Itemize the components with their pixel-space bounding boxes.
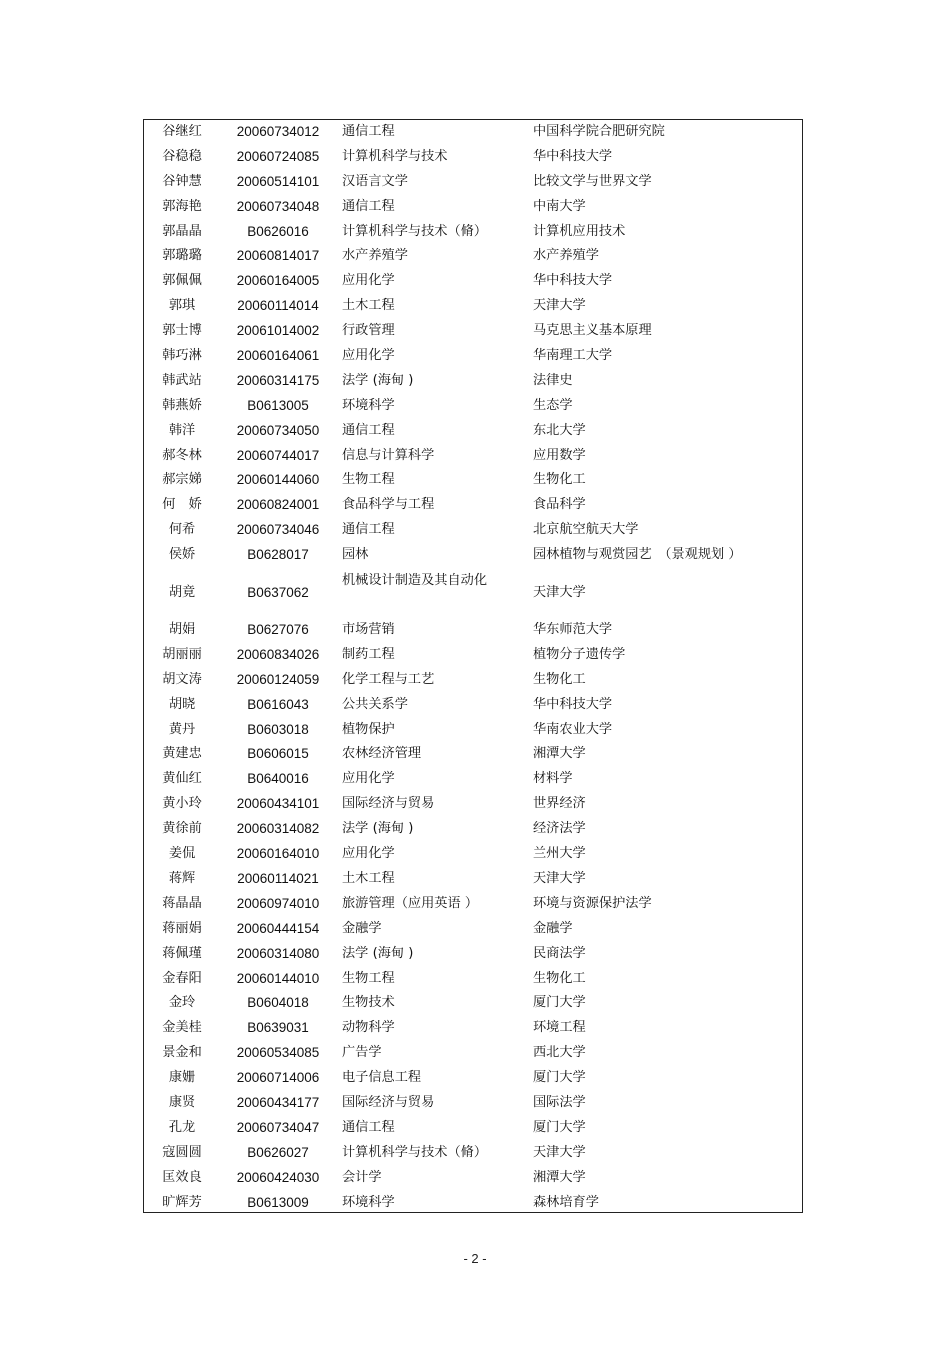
table-row xyxy=(144,693,802,718)
admitted-destination: 天津大学 xyxy=(533,870,586,886)
table-row xyxy=(144,195,802,220)
student-id: 20060834026 xyxy=(236,646,320,662)
table-row xyxy=(144,1066,802,1091)
student-id: B0603018 xyxy=(247,721,309,737)
student-id: 20060814017 xyxy=(236,248,320,264)
undergrad-major: 国际经济与贸易 xyxy=(342,1094,435,1110)
admitted-destination: 中国科学院合肥研究院 xyxy=(533,124,665,139)
student-id: 20060434177 xyxy=(236,1094,320,1110)
undergrad-major: 通信工程 xyxy=(342,124,395,139)
admitted-destination: 水产养殖学 xyxy=(533,248,599,264)
undergrad-major: 环境科学 xyxy=(342,397,395,413)
undergrad-major: 生物工程 xyxy=(342,970,395,986)
undergrad-major: 法学 (海甸 ) xyxy=(342,821,414,837)
table-row xyxy=(144,369,802,394)
undergrad-major: 计算机科学与技术（脩） xyxy=(342,223,488,239)
admitted-destination: 天津大学 xyxy=(533,1144,586,1160)
admitted-destination: 计算机应用技术 xyxy=(533,223,626,239)
student-id: 20060724085 xyxy=(236,148,320,164)
table-row xyxy=(144,967,802,992)
student-id: 20060114021 xyxy=(237,870,319,886)
admitted-destination: 华中科技大学 xyxy=(533,273,613,289)
student-name: 胡娟 xyxy=(168,622,196,638)
table-body xyxy=(144,120,802,1213)
undergrad-major: 生物工程 xyxy=(342,472,395,488)
student-name: 郭士博 xyxy=(162,323,202,339)
undergrad-major: 农林经济管理 xyxy=(342,746,422,762)
student-id: B0616043 xyxy=(247,696,309,712)
admitted-destination: 生物化工 xyxy=(533,671,586,687)
admitted-destination: 民商法学 xyxy=(533,945,586,961)
student-name: 韩洋 xyxy=(168,422,196,438)
student-name: 何 娇 xyxy=(162,497,202,513)
admitted-destination: 食品科学 xyxy=(533,497,586,513)
table-row xyxy=(144,668,802,693)
admitted-destination: 法律史 xyxy=(533,372,573,388)
admitted-destination: 厦门大学 xyxy=(533,995,586,1011)
admitted-destination: 华中科技大学 xyxy=(533,696,613,712)
undergrad-major: 化学工程与工艺 xyxy=(342,671,435,687)
undergrad-major: 计算机科学与技术（脩） xyxy=(342,1144,488,1160)
table-row xyxy=(144,269,802,294)
table-row xyxy=(144,419,802,444)
table-row xyxy=(144,120,802,145)
student-id: 20060444154 xyxy=(236,920,320,936)
student-id: 20060734046 xyxy=(236,522,320,538)
student-id: B0628017 xyxy=(247,547,309,563)
admitted-destination: 兰州大学 xyxy=(533,846,586,862)
student-name: 郝宗娣 xyxy=(162,472,202,488)
admitted-destination: 厦门大学 xyxy=(533,1119,586,1135)
table-row xyxy=(144,1141,802,1166)
student-name: 寇圆圆 xyxy=(162,1144,202,1160)
student-name: 郭海艳 xyxy=(162,198,202,214)
student-name: 胡文涛 xyxy=(162,671,202,687)
undergrad-major: 通信工程 xyxy=(342,422,395,438)
student-id: B0627076 xyxy=(247,622,309,638)
admitted-destination: 生物化工 xyxy=(533,970,586,986)
student-name: 谷钟慧 xyxy=(162,173,202,189)
table-row xyxy=(144,1191,802,1213)
admitted-destination: 华中科技大学 xyxy=(533,148,613,164)
student-id: 20060164005 xyxy=(236,273,320,289)
student-name: 谷稳稳 xyxy=(162,148,202,164)
student-name: 胡丽丽 xyxy=(162,646,202,662)
admitted-destination: 比较文学与世界文学 xyxy=(533,173,652,189)
undergrad-major: 公共关系学 xyxy=(342,696,408,712)
table-row xyxy=(144,1091,802,1116)
student-id: 20060424030 xyxy=(236,1169,320,1185)
student-name: 康贤 xyxy=(168,1094,196,1110)
admitted-destination: 东北大学 xyxy=(533,422,586,438)
student-name: 孔龙 xyxy=(168,1119,196,1135)
undergrad-major: 应用化学 xyxy=(342,846,395,862)
student-name: 韩燕娇 xyxy=(162,397,202,413)
admitted-destination: 华南理工大学 xyxy=(533,348,613,364)
student-name: 韩武站 xyxy=(162,372,202,388)
student-id: B0613005 xyxy=(247,397,309,413)
table-row xyxy=(144,1041,802,1066)
table-row xyxy=(144,1166,802,1191)
student-id: 20060164061 xyxy=(236,348,320,364)
undergrad-major: 动物科学 xyxy=(342,1020,395,1036)
undergrad-major: 广告学 xyxy=(342,1045,382,1061)
undergrad-major: 行政管理 xyxy=(342,323,395,339)
student-name: 金玲 xyxy=(168,995,196,1011)
admitted-destination: 华南农业大学 xyxy=(533,721,613,737)
table-row xyxy=(144,170,802,195)
undergrad-major: 会计学 xyxy=(342,1169,382,1185)
table-row xyxy=(144,220,802,245)
undergrad-major: 植物保护 xyxy=(342,721,395,737)
student-id: 20060734048 xyxy=(236,198,320,214)
admitted-destination: 中南大学 xyxy=(533,198,586,214)
undergrad-major: 制药工程 xyxy=(342,646,395,662)
admitted-destination: 国际法学 xyxy=(533,1094,586,1110)
student-name: 康姗 xyxy=(168,1070,196,1086)
admitted-destination: 园林植物与观赏园艺 （景观规划 ） xyxy=(533,547,742,563)
student-name: 郭佩佩 xyxy=(162,273,202,289)
student-id: B0604018 xyxy=(247,995,309,1011)
undergrad-major: 旅游管理（应用英语 ） xyxy=(342,895,479,911)
student-name: 黄徐前 xyxy=(162,821,202,837)
table-row xyxy=(144,718,802,743)
student-name: 谷继红 xyxy=(162,124,202,139)
table-row xyxy=(144,294,802,319)
undergrad-major: 环境科学 xyxy=(342,1194,395,1210)
undergrad-major: 信息与计算科学 xyxy=(342,447,435,463)
student-name: 金春阳 xyxy=(162,970,202,986)
table-row xyxy=(144,145,802,170)
student-name: 景金和 xyxy=(162,1045,202,1061)
student-name: 郭璐璐 xyxy=(162,248,202,264)
table-row xyxy=(144,867,802,892)
student-id: 20060144060 xyxy=(236,472,320,488)
table-row xyxy=(144,817,802,842)
student-name: 黄小玲 xyxy=(162,796,202,812)
student-name: 郝冬林 xyxy=(162,447,202,463)
student-name: 黄建忠 xyxy=(162,746,202,762)
table-row xyxy=(144,468,802,493)
student-id: 20060434101 xyxy=(236,796,320,812)
student-table xyxy=(143,119,803,1213)
student-id: 20060734050 xyxy=(236,422,320,438)
table-row xyxy=(144,344,802,369)
admitted-destination: 植物分子遗传学 xyxy=(533,646,626,662)
undergrad-major: 计算机科学与技术 xyxy=(342,148,448,164)
table-row xyxy=(144,892,802,917)
student-id: 20060314080 xyxy=(236,945,320,961)
table-row xyxy=(144,1016,802,1041)
student-id: 20060974010 xyxy=(236,895,320,911)
student-name: 蒋丽娟 xyxy=(162,920,202,936)
table-row xyxy=(144,493,802,518)
admitted-destination: 生物化工 xyxy=(533,472,586,488)
student-id: 20060124059 xyxy=(236,671,320,687)
student-id: 20060164010 xyxy=(236,846,320,862)
student-name: 金美桂 xyxy=(162,1020,202,1036)
student-id: 20060824001 xyxy=(236,497,320,513)
undergrad-major: 应用化学 xyxy=(342,771,395,787)
admitted-destination: 厦门大学 xyxy=(533,1070,586,1086)
undergrad-major: 园林 xyxy=(342,547,369,563)
table-row xyxy=(144,792,802,817)
undergrad-major: 通信工程 xyxy=(342,522,395,538)
student-id: 20060114014 xyxy=(237,298,319,314)
student-id: 20061014002 xyxy=(236,323,320,339)
admitted-destination: 湘潭大学 xyxy=(533,1169,586,1185)
undergrad-major: 通信工程 xyxy=(342,198,395,214)
admitted-destination: 生态学 xyxy=(533,397,573,413)
student-name: 郭琪 xyxy=(168,298,196,314)
page-number: - 2 - xyxy=(463,1251,487,1266)
undergrad-major: 市场营销 xyxy=(342,622,395,638)
admitted-destination: 森林培育学 xyxy=(533,1194,599,1210)
student-id: 20060714006 xyxy=(236,1070,320,1086)
student-id: 20060744017 xyxy=(236,447,320,463)
student-name: 郭晶晶 xyxy=(162,223,202,239)
student-id: B0626016 xyxy=(247,223,309,239)
student-id: B0626027 xyxy=(247,1144,309,1160)
student-name: 胡竟 xyxy=(168,585,196,601)
table-row xyxy=(144,394,802,419)
admitted-destination: 马克思主义基本原理 xyxy=(533,323,652,339)
student-id: B0639031 xyxy=(247,1020,309,1036)
table-row xyxy=(144,643,802,668)
admitted-destination: 金融学 xyxy=(533,920,573,936)
table-row xyxy=(144,319,802,344)
table-row xyxy=(144,742,802,767)
table-row xyxy=(144,618,802,643)
undergrad-major: 电子信息工程 xyxy=(342,1070,422,1086)
undergrad-major: 汉语言文学 xyxy=(342,173,408,189)
table-row xyxy=(144,1116,802,1141)
student-id: B0640016 xyxy=(247,771,309,787)
student-id: 20060514101 xyxy=(236,173,320,189)
admitted-destination: 湘潭大学 xyxy=(533,746,586,762)
student-name: 侯娇 xyxy=(168,547,196,563)
admitted-destination: 经济法学 xyxy=(533,821,586,837)
student-name: 胡晓 xyxy=(168,696,196,712)
undergrad-major: 水产养殖学 xyxy=(342,248,408,264)
table-row xyxy=(144,444,802,469)
table-row xyxy=(144,568,802,618)
undergrad-major: 通信工程 xyxy=(342,1119,395,1135)
student-id: B0606015 xyxy=(247,746,309,762)
student-name: 韩巧淋 xyxy=(162,348,202,364)
table-row xyxy=(144,767,802,792)
admitted-destination: 天津大学 xyxy=(533,585,586,601)
admitted-destination: 华东师范大学 xyxy=(533,622,613,638)
admitted-destination: 材料学 xyxy=(533,771,573,787)
student-name: 匡效良 xyxy=(162,1169,202,1185)
admitted-destination: 西北大学 xyxy=(533,1045,586,1061)
undergrad-major: 金融学 xyxy=(342,920,382,936)
table-row xyxy=(144,991,802,1016)
student-id: B0613009 xyxy=(247,1194,309,1210)
student-id: 20060314175 xyxy=(236,372,320,388)
undergrad-major: 食品科学与工程 xyxy=(342,497,435,513)
table-row xyxy=(144,244,802,269)
table-row xyxy=(144,917,802,942)
undergrad-major: 土木工程 xyxy=(342,870,395,886)
admitted-destination: 环境与资源保护法学 xyxy=(533,895,652,911)
student-name: 蒋辉 xyxy=(168,870,196,886)
undergrad-major: 法学 (海甸 ) xyxy=(342,372,414,388)
student-id: 20060534085 xyxy=(236,1045,320,1061)
student-name: 旷辉芳 xyxy=(162,1194,202,1210)
undergrad-major: 国际经济与贸易 xyxy=(342,796,435,812)
table-row xyxy=(144,842,802,867)
undergrad-major: 机械设计制造及其自动化 xyxy=(342,573,488,589)
undergrad-major: 应用化学 xyxy=(342,273,395,289)
student-id: 20060734047 xyxy=(236,1119,320,1135)
student-id: B0637062 xyxy=(247,585,309,601)
admitted-destination: 北京航空航天大学 xyxy=(533,522,639,538)
student-name: 黄仙红 xyxy=(162,771,202,787)
student-id: 20060144010 xyxy=(236,970,320,986)
admitted-destination: 应用数学 xyxy=(533,447,586,463)
undergrad-major: 应用化学 xyxy=(342,348,395,364)
undergrad-major: 土木工程 xyxy=(342,298,395,314)
student-name: 蒋晶晶 xyxy=(162,895,202,911)
admitted-destination: 世界经济 xyxy=(533,796,586,812)
student-id: 20060734012 xyxy=(236,124,320,139)
table-row xyxy=(144,543,802,568)
table-row xyxy=(144,942,802,967)
undergrad-major: 生物技术 xyxy=(342,995,395,1011)
undergrad-major: 法学 (海甸 ) xyxy=(342,945,414,961)
student-name: 何希 xyxy=(168,522,196,538)
student-name: 蒋佩瑾 xyxy=(162,945,202,961)
student-name: 黄丹 xyxy=(168,721,196,737)
admitted-destination: 天津大学 xyxy=(533,298,586,314)
student-id: 20060314082 xyxy=(236,821,320,837)
student-name: 姜侃 xyxy=(168,846,196,862)
table-row xyxy=(144,518,802,543)
admitted-destination: 环境工程 xyxy=(533,1020,586,1036)
